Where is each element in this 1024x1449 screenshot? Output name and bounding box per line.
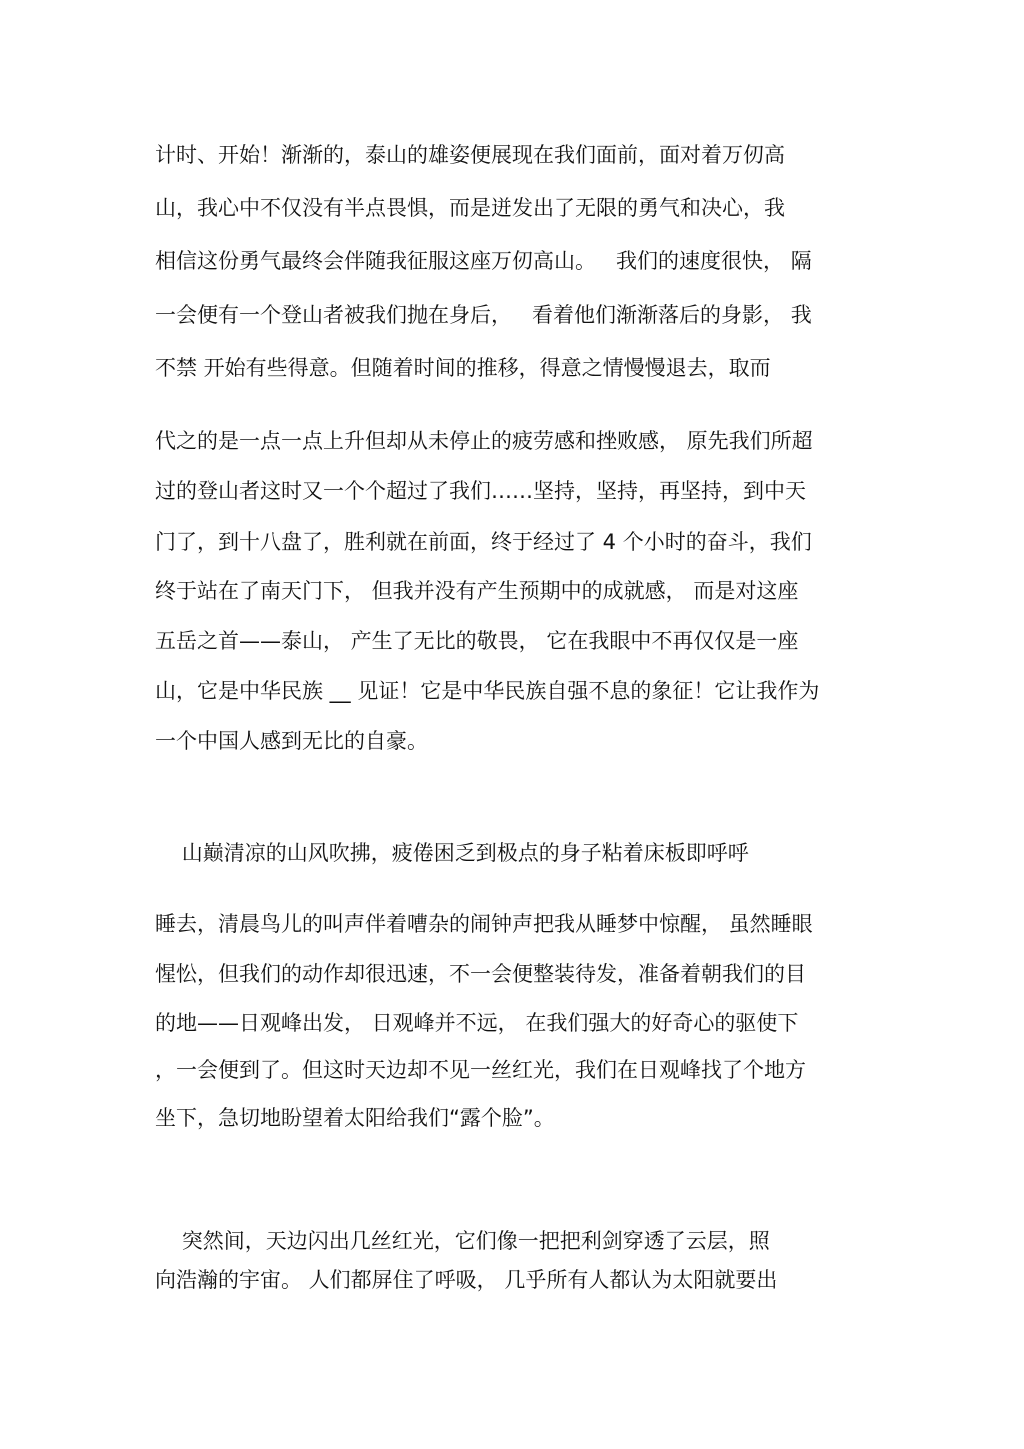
text-line: 不禁 开始有些得意。但随着时间的推移，得意之情慢慢退去，取而 — [155, 356, 771, 380]
text-line: 一会便有一个登山者被我们抛在身后， 看着他们渐渐落后的身影， 我 — [155, 303, 812, 327]
text-line: 一个中国人感到无比的自豪。 — [155, 729, 428, 753]
text-line: 山，我心中不仅没有半点畏惧，而是迸发出了无限的勇气和决心，我 — [155, 196, 785, 220]
text-line: 五岳之首——泰山， 产生了无比的敬畏， 它在我眼中不再仅仅是一座 — [155, 629, 799, 653]
text-line: 山，它是中华民族 __ 见证！它是中华民族自强不息的象征！它让我作为 — [155, 679, 820, 703]
text-line: 过的登山者这时又一个个超过了我们……坚持，坚持，再坚持，到中天 — [155, 479, 806, 503]
text-line: 山巅清凉的山风吹拂，疲倦困乏到极点的身子粘着床板即呼呼 — [155, 841, 749, 865]
text-line: 的地——日观峰出发， 日观峰并不远， 在我们强大的好奇心的驱使下 — [155, 1011, 799, 1035]
text-line: 计时、开始！渐渐的，泰山的雄姿便展现在我们面前，面对着万仞高 — [155, 143, 785, 167]
text-line: ，一会便到了。但这时天边却不见一丝红光，我们在日观峰找了个地方 — [155, 1058, 806, 1082]
text-line: 突然间，天边闪出几丝红光，它们像一把把利剑穿透了云层，照 — [155, 1229, 770, 1253]
text-line: 终于站在了南天门下， 但我并没有产生预期中的成就感， 而是对这座 — [155, 579, 799, 603]
text-line: 睡去，清晨鸟儿的叫声伴着嘈杂的闹钟声把我从睡梦中惊醒， 虽然睡眼 — [155, 912, 813, 936]
text-line: 代之的是一点一点上升但却从未停止的疲劳感和挫败感， 原先我们所超 — [155, 429, 813, 453]
text-line: 坐下，急切地盼望着太阳给我们“露个脸”。 — [155, 1106, 555, 1130]
text-line: 相信这份勇气最终会伴随我征服这座万仞高山。 我们的速度很快， 隔 — [155, 249, 812, 273]
text-line: 惺忪，但我们的动作却很迅速，不一会便整装待发，准备着朝我们的目 — [155, 962, 806, 986]
text-line: 门了，到十八盘了，胜利就在前面，终于经过了 4 个小时的奋斗，我们 — [155, 530, 812, 554]
text-line: 向浩瀚的宇宙。 人们都屏住了呼吸， 几乎所有人都认为太阳就要出 — [155, 1268, 778, 1292]
